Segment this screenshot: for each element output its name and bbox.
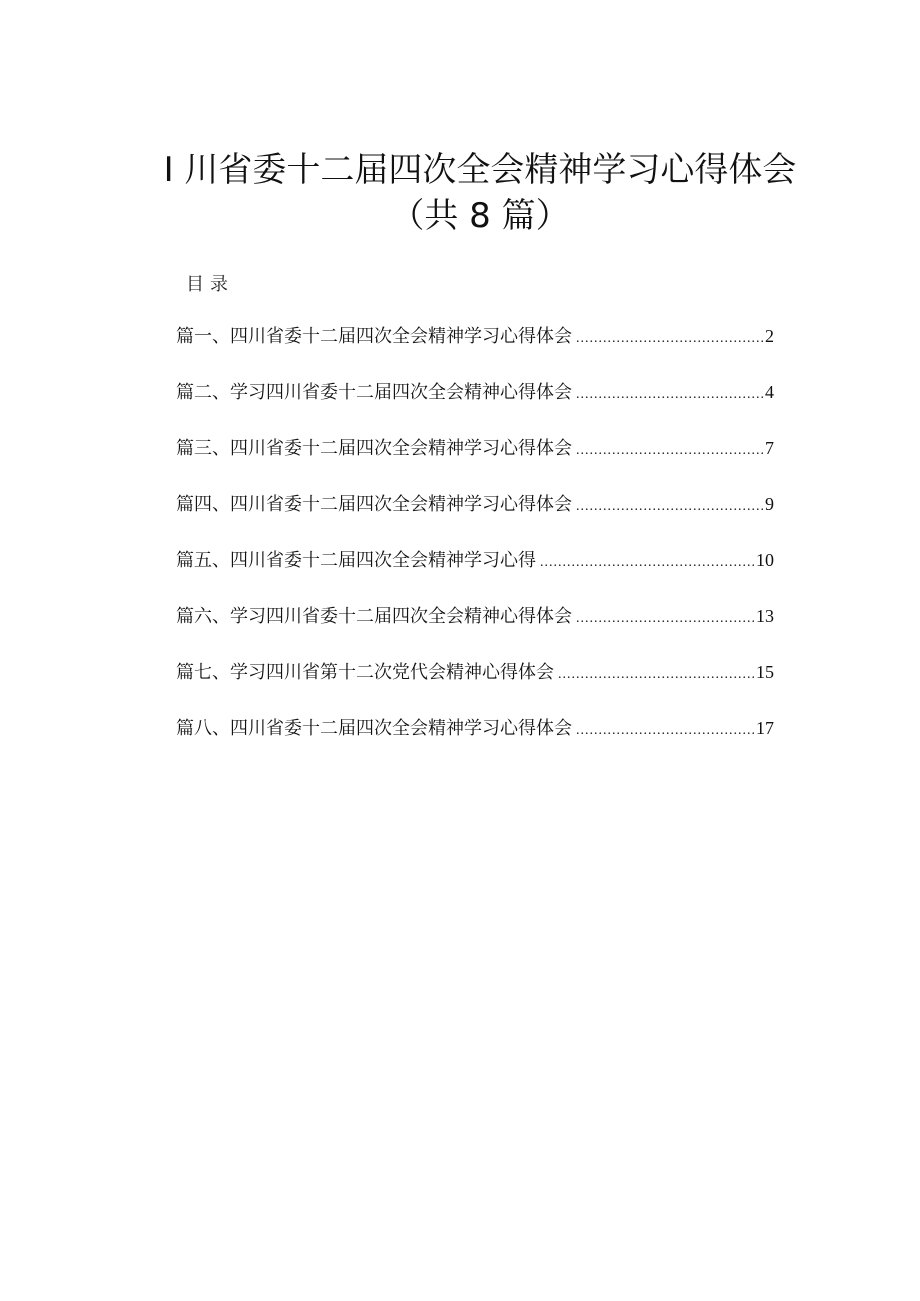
toc-entry-page: 13	[756, 606, 774, 626]
document-title: I 川省委十二届四次全会精神学习心得体会	[163, 150, 797, 190]
toc-entry-page: 9	[765, 494, 774, 514]
toc-leader-dots	[576, 611, 754, 627]
toc-entry-1[interactable]	[176, 322, 774, 378]
toc-entry-label: 篇三、四川省委十二届四次全会精神学习心得体会	[176, 438, 572, 459]
toc-entry-page: 2	[765, 326, 774, 346]
toc-entry-label: 篇五、四川省委十二届四次全会精神学习心得	[176, 550, 536, 571]
toc-entry-2[interactable]	[176, 378, 774, 434]
toc-entry-page: 10	[756, 550, 774, 570]
toc-entry-label: 篇六、学习四川省委十二届四次全会精神心得体会	[176, 606, 572, 627]
toc-entry-3[interactable]	[176, 434, 774, 490]
toc-entry-7[interactable]	[176, 658, 774, 714]
toc-entry-label: 篇一、四川省委十二届四次全会精神学习心得体会	[176, 326, 572, 347]
table-of-contents	[176, 322, 774, 770]
toc-leader-dots	[558, 667, 754, 683]
toc-leader-dots	[576, 331, 763, 347]
toc-entry-label: 篇二、学习四川省委十二届四次全会精神心得体会	[176, 382, 572, 403]
toc-heading: 目录	[186, 274, 234, 295]
toc-entry-page: 4	[765, 382, 774, 402]
toc-entry-label: 篇八、四川省委十二届四次全会精神学习心得体会	[176, 718, 572, 739]
toc-entry-4[interactable]	[176, 490, 774, 546]
toc-leader-dots	[576, 443, 763, 459]
toc-entry-8[interactable]	[176, 714, 774, 770]
toc-entry-page: 15	[756, 662, 774, 682]
toc-entry-page: 7	[765, 438, 774, 458]
toc-leader-dots	[540, 555, 754, 571]
document-subtitle: （共 8 篇）	[390, 196, 570, 236]
toc-entry-label: 篇四、四川省委十二届四次全会精神学习心得体会	[176, 494, 572, 515]
toc-leader-dots	[576, 387, 763, 403]
toc-leader-dots	[576, 723, 754, 739]
toc-entry-page: 17	[756, 718, 774, 738]
toc-leader-dots	[576, 499, 763, 515]
toc-entry-label: 篇七、学习四川省第十二次党代会精神心得体会	[176, 662, 554, 683]
toc-entry-6[interactable]	[176, 602, 774, 658]
toc-entry-5[interactable]	[176, 546, 774, 602]
